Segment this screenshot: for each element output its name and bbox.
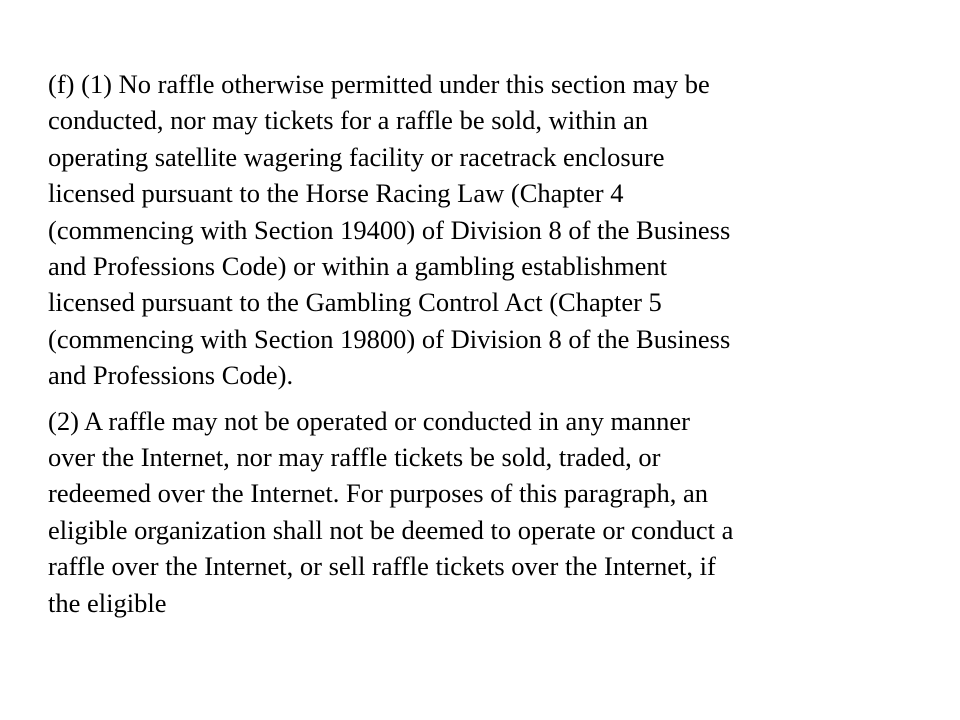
text-line: the eligible: [48, 587, 167, 618]
text-line: (commencing with Section 19800) of Division 8 of the Business: [48, 323, 731, 354]
text-line: licensed pursuant to the Horse Racing Law (Chapter 4: [48, 178, 624, 209]
text-line: (f) (1) No raffle otherwise permitted under this section may be: [48, 69, 710, 99]
statute-text-block: [48, 66, 898, 621]
paragraph-f-1: [48, 66, 898, 394]
text-line: and Professions Code).: [48, 360, 294, 391]
text-line: eligible organization shall not be deemed to operate or conduct a: [48, 514, 734, 545]
text-line: conducted, nor may tickets for a raffle be sold, within an: [48, 105, 648, 136]
text-line: (2) A raffle may not be operated or conducted in any manner: [48, 405, 690, 436]
text-line: operating satellite wagering facility or racetrack enclosure: [48, 141, 665, 172]
text-line: raffle over the Internet, or sell raffle tickets over the Internet, if: [48, 551, 716, 582]
text-line: over the Internet, nor may raffle tickets be sold, traded, or: [48, 442, 661, 473]
text-line: redeemed over the Internet. For purposes of this paragraph, an: [48, 478, 709, 509]
text-line: and Professions Code) or within a gambling establishment: [48, 251, 667, 282]
text-line: licensed pursuant to the Gambling Control Act (Chapter 5: [48, 287, 662, 318]
text-line: (commencing with Section 19400) of Division 8 of the Business: [48, 214, 731, 245]
paragraph-f-2: [48, 403, 898, 621]
